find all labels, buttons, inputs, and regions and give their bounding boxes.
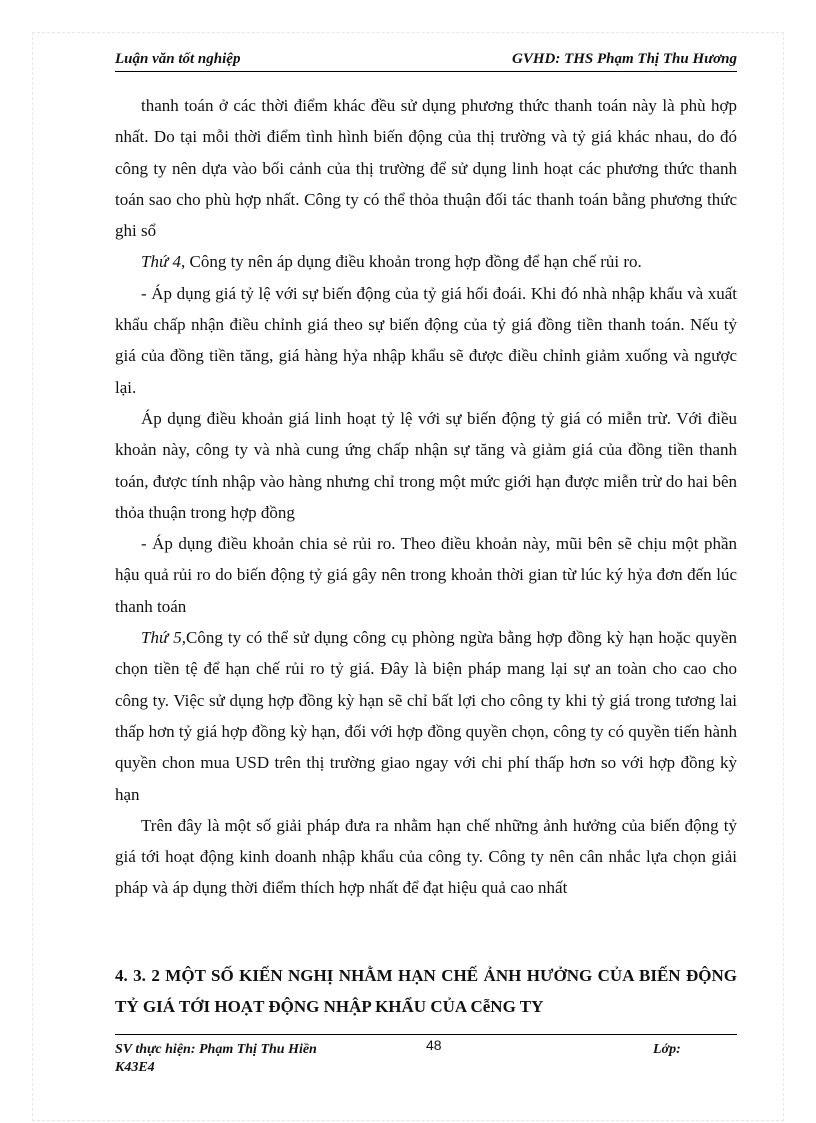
paragraph-1: thanh toán ở các thời điểm khác đều sử dụng phương thức thanh toán này là phù hợp nhất. Do tại mỗi thời điểm tình hình biến động của thị trường và tỷ giá khác nhau, do đó công ty nên dựa vào bối cảnh của thị trường để sử dụng linh hoạt các phương thức thanh toán sao cho phù hợp nhất. Công ty có thể thỏa thuận đối tác thanh toán bằng phương thức ghi sổ <box>115 96 737 241</box>
paragraph-3: - Áp dụng giá tỷ lệ với sự biến động của tỷ giá hối đoái. Khi đó nhà nhập khẩu và xuất khẩu chấp nhận điều chỉnh giá theo sự biến động của tỷ giá đồng tiền thanh toán. Nếu tỷ giá của đồng tiền tăng, giá hàng hỷa nhập khẩu sẽ được điều chỉnh giảm xuống và ngược lại. <box>115 283 737 397</box>
header-thesis-title: Luận văn tốt nghiệp <box>115 51 241 67</box>
page-header <box>115 47 737 72</box>
paragraph-2 <box>115 246 737 277</box>
paragraph-2-label: Thứ 4 <box>141 252 181 272</box>
paragraph-2-text: , Công ty nên áp dụng điều khoản trong hợp đồng để hạn chế rủi ro. <box>180 252 642 272</box>
footer-student: SV thực hiện: Phạm Thị Thu Hiền <box>115 1042 317 1057</box>
footer-class-code: K43E4 <box>115 1060 155 1075</box>
section-heading: 4. 3. 2 MỘT SỐ KIẾN NGHỊ NHẰM HẠN CHẾ ẢNH HƯỞNG CỦA BIẾN ĐỘNG TỶ GIÁ TỚI HOẠT ĐỘNG NHẬP KHẨU CỦA CễNG TY <box>115 966 737 1016</box>
paragraph-6 <box>115 622 737 810</box>
paragraph-6-text: Công ty có thể sử dụng công cụ phòng ngừa bằng hợp đồng kỳ hạn hoặc quyền chọn tiền tệ để hạn chế rủi ro tỷ giá. Đây là biện pháp mang lại sự an toàn cho cao cho công ty. Việc sử dụng hợp đồng kỳ hạn sẽ chỉ bất lợi cho công ty khi tỷ giá trong tương lai thấp hơn tỷ giá hợp đồng kỳ hạn, đối với hợp đồng quyền chọn, công ty có quyền tiến hành quyền chon mua USD trên thị trường giao ngay với chi phí thấp hơn so với hợp đồng kỳ hạn <box>115 628 737 804</box>
paragraph-6-label: Thứ 5, <box>141 628 187 648</box>
paragraph-7: Trên đây là một số giải pháp đưa ra nhằm hạn chế những ảnh hưởng của biến động tỷ giá tới hoạt động kinh doanh nhập khẩu của công ty. Công ty nên cân nhắc lựa chọn giải pháp và áp dụng thời điểm thích hợp nhất để đạt hiệu quả cao nhất <box>115 815 737 898</box>
page-number: 48 <box>426 1037 442 1053</box>
paragraph-4: Áp dụng điều khoản giá linh hoạt tỷ lệ với sự biến động tỷ giá có miễn trừ. Với điều khoản này, công ty và nhà cung ứng chấp nhận sự tăng và giảm giá của đồng tiền thanh toán, được tính nhập vào hàng nhưng chỉ trong một mức giới hạn được miễn trừ do hai bên thỏa thuận trong hợp đồng <box>115 408 737 522</box>
paragraph-5: - Áp dụng điều khoản chia sẻ rủi ro. Theo điều khoản này, mũi bên sẽ chịu một phần hậu quả rủi ro do biến động tỷ giá gây nên trong khoản thời gian từ lúc ký hỷa đơn đến lúc thanh toán <box>115 534 737 616</box>
footer-divider <box>115 1034 737 1035</box>
document-body <box>115 90 737 904</box>
header-supervisor: GVHD: THS Phạm Thị Thu Hương <box>512 51 737 67</box>
footer-class-label: Lớp: <box>653 1042 681 1057</box>
